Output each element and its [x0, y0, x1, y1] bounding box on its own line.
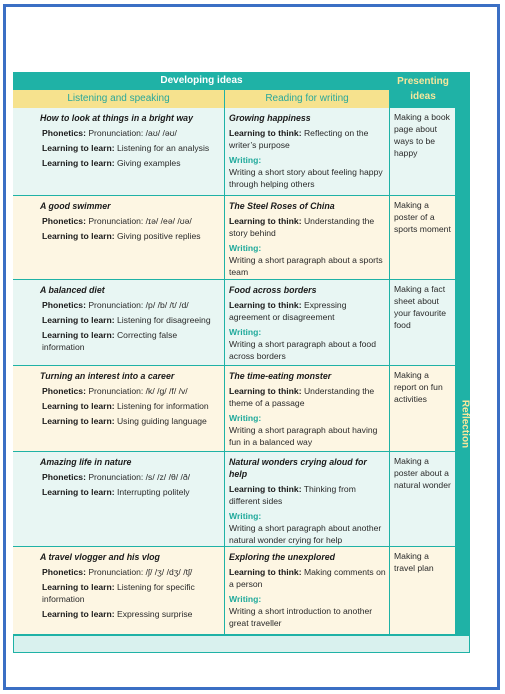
item-text: Pronunciation: /aʊ/ /əʊ/ [85, 128, 177, 139]
item-text: Listening for an analysis [114, 142, 210, 153]
listening-speaking-title: A balanced diet [40, 285, 105, 295]
item-text: Reflecting on the writer’s purpose [229, 128, 369, 150]
reading-writing-cell [225, 108, 390, 196]
item-label: Phonetics: [42, 128, 86, 139]
reading-writing-title: The time-eating monster [229, 371, 332, 381]
writing-task: Writing a short paragraph about a sports team [229, 254, 383, 277]
presenting-task: Making a book page about ways to be happy [394, 112, 450, 158]
writing-label: Writing: [229, 510, 262, 521]
item-label: Learning to learn: [42, 581, 115, 592]
presenting-ideas-cell [390, 280, 456, 366]
listening-speaking-cell [13, 196, 225, 280]
presenting-ideas-cell [390, 452, 456, 547]
presenting-ideas-cell [390, 547, 456, 635]
listening-speaking-item [42, 609, 221, 621]
item-text: Listening for disagreeing [114, 314, 211, 325]
item-text: Pronunciation: /ɪə/ /eə/ /ʊə/ [85, 216, 192, 227]
listening-speaking-title: A travel vlogger and his vlog [40, 552, 160, 562]
unit-row [13, 108, 456, 196]
learning-to-think-item [229, 216, 386, 240]
reflection-bar [456, 72, 470, 635]
reading-writing-title: Natural wonders crying aloud for help [229, 457, 367, 480]
item-label: Learning to learn: [42, 486, 115, 497]
presenting-task: Making a poster about a natural wonder [394, 456, 451, 490]
listening-speaking-item [42, 416, 221, 428]
listening-speaking-cell [13, 280, 225, 366]
item-text: Interrupting politely [114, 486, 190, 497]
item-label: Learning to learn: [42, 230, 115, 241]
developing-ideas-header: Developing ideas [13, 72, 390, 90]
listening-speaking-title: Amazing life in nature [40, 457, 132, 467]
listening-speaking-item [42, 401, 221, 413]
presenting-ideas-header: Presenting ideas [390, 72, 456, 108]
unit-row [13, 196, 456, 280]
listening-speaking-item [42, 231, 221, 243]
unit-row [13, 366, 456, 452]
reading-writing-title: Exploring the unexplored [229, 552, 336, 562]
listening-speaking-cell [13, 366, 225, 452]
listening-speaking-item [42, 487, 221, 499]
item-text: Expressing agreement or disagreement [229, 300, 347, 322]
item-label: Learning to think: [229, 216, 302, 227]
listening-speaking-item [42, 143, 221, 155]
listening-speaking-cell [13, 108, 225, 196]
reading-writing-cell [225, 452, 390, 547]
writing-label: Writing: [229, 154, 262, 165]
listening-speaking-item [42, 216, 221, 228]
listening-speaking-cell [13, 452, 225, 547]
item-text: Listening for information [114, 400, 209, 411]
listening-speaking-item [42, 315, 221, 327]
reading-writing-cell [225, 547, 390, 635]
item-text: Thinking from different sides [229, 484, 356, 507]
item-label: Learning to learn: [42, 400, 115, 411]
listening-speaking-item [42, 300, 221, 312]
listening-speaking-item [42, 330, 221, 354]
listening-speaking-item [42, 158, 221, 170]
item-label: Learning to learn: [42, 314, 115, 325]
item-label: Phonetics: [42, 386, 86, 397]
presenting-task: Making a travel plan [394, 551, 434, 573]
item-label: Phonetics: [42, 567, 86, 578]
unit-row [13, 547, 456, 635]
writing-task: Writing a short introduction to another great traveller [229, 605, 373, 628]
listening-speaking-header: Listening and speaking [13, 90, 225, 108]
item-text: Giving examples [114, 157, 181, 168]
writing-task: Writing a short story about feeling happy through helping others [229, 166, 383, 189]
item-label: Learning to think: [229, 128, 302, 139]
presenting-ideas-cell [390, 366, 456, 452]
writing-task: Writing a short paragraph about another natural wonder crying for help [229, 522, 382, 545]
item-text: Correcting false information [42, 329, 178, 352]
presenting-task: Making a poster of a sports moment [394, 200, 451, 234]
reading-writing-cell [225, 366, 390, 452]
item-label: Learning to learn: [42, 157, 115, 168]
writing-task: Writing a short paragraph about having fun in a balanced way [229, 424, 378, 447]
item-text: Understanding the theme of a passage [229, 386, 375, 408]
learning-to-think-item [229, 128, 386, 152]
presenting-task: Making a report on fun activities [394, 370, 443, 404]
writing-label: Writing: [229, 242, 262, 253]
writing-label: Writing: [229, 412, 262, 423]
presenting-ideas-cell [390, 108, 456, 196]
item-label: Learning to think: [229, 300, 302, 311]
item-text: Pronunciation: /s/ /z/ /θ/ /ð/ [85, 472, 191, 483]
item-label: Phonetics: [42, 216, 86, 227]
item-text: Expressing surprise [114, 608, 193, 619]
reading-writing-title: Growing happiness [229, 113, 311, 123]
unit-row [13, 452, 456, 547]
item-label: Phonetics: [42, 300, 86, 311]
listening-speaking-item [42, 386, 221, 398]
listening-speaking-item [42, 472, 221, 484]
item-text: Understanding the story behind [229, 216, 375, 238]
item-label: Phonetics: [42, 472, 86, 483]
writing-label: Writing: [229, 593, 262, 604]
presenting-task: Making a fact sheet about your favourite food [394, 284, 447, 330]
reading-writing-title: Food across borders [229, 285, 317, 295]
item-label: Learning to think: [229, 484, 302, 495]
listening-speaking-title: How to look at things in a bright way [40, 113, 193, 123]
reading-writing-title: The Steel Roses of China [229, 201, 335, 211]
unit-row [13, 280, 456, 366]
item-label: Learning to learn: [42, 608, 115, 619]
reading-writing-cell [225, 280, 390, 366]
listening-speaking-cell [13, 547, 225, 635]
listening-speaking-item [42, 567, 221, 579]
item-text: Using guiding language [114, 415, 207, 426]
reading-writing-cell [225, 196, 390, 280]
item-label: Learning to learn: [42, 415, 115, 426]
item-text: Pronunciation: /k/ /g/ /f/ /v/ [85, 386, 188, 397]
learning-to-think-item [229, 484, 386, 508]
presenting-ideas-cell [390, 196, 456, 280]
item-label: Learning to think: [229, 567, 302, 578]
listening-speaking-title: A good swimmer [40, 201, 111, 211]
item-label: Learning to think: [229, 386, 302, 397]
item-text: Making comments on a person [229, 567, 386, 589]
item-label: Learning to learn: [42, 142, 115, 153]
item-text: Pronunciation: /ʃ/ /ʒ/ /dʒ/ /tʃ/ [85, 567, 193, 578]
item-text: Giving positive replies [114, 230, 201, 241]
listening-speaking-item [42, 582, 221, 606]
reading-writing-header: Reading for writing [225, 90, 390, 108]
reflection-label: Reflection [459, 399, 471, 449]
learning-to-think-item [229, 300, 386, 324]
writing-label: Writing: [229, 326, 262, 337]
learning-to-think-item [229, 567, 386, 591]
item-label: Learning to learn: [42, 329, 115, 340]
item-text: Pronunciation: /p/ /b/ /t/ /d/ [85, 300, 189, 311]
table-footer-band [13, 635, 470, 653]
listening-speaking-item [42, 128, 221, 140]
listening-speaking-title: Turning an interest into a career [40, 371, 175, 381]
item-text: Listening for specific information [42, 581, 195, 604]
writing-task: Writing a short paragraph about a food across borders [229, 338, 376, 361]
learning-to-think-item [229, 386, 386, 410]
